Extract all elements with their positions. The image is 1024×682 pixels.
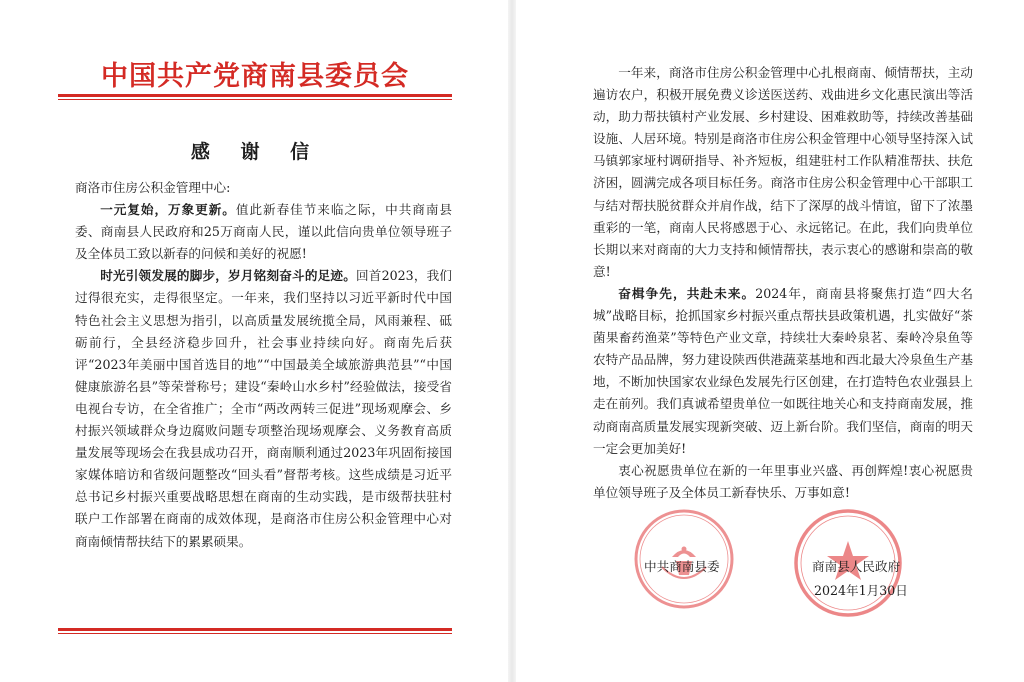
government-signature: 商南县人民政府	[812, 559, 901, 574]
paragraph	[75, 199, 452, 265]
letterhead-title: 中国共产党商南县委员会	[101, 61, 409, 92]
paragraph	[593, 460, 973, 504]
paragraph	[75, 265, 452, 552]
left-body	[75, 177, 452, 553]
paragraph-body: 衷心祝愿贵单位在新的一年里事业兴盛、再创辉煌!衷心祝愿贵单位领导班子及全体员工新春快乐、万事如意!	[593, 462, 973, 500]
footer-rule	[58, 628, 452, 631]
salutation: 商洛市住房公积金管理中心:	[75, 180, 231, 195]
paragraph	[593, 62, 973, 283]
paragraph-body: 一年来，商洛市住房公积金管理中心扎根商南、倾情帮扶，主动遍访农户，积极开展免费义诊送医送药、戏曲进乡文化惠民演出等活动，助力帮扶镇村产业发展、乡村建设、困难救助等，持续改善基础设施、人居环境。特别是商洛市住房公积金管理中心领导坚持深入试马镇郭家垭村调研指导、补齐短板，组建驻村工作队精准帮扶、扶危济困，圆满完成各项目标任务。商洛市住房公积金管理中心干部职工与结对帮扶脱贫群众并肩作战，结下了深厚的战斗情谊，留下了浓墨重彩的一笔，商南人民将感恩于心、永远铭记。在此，我们向贵单位长期以来对商南的大力支持和倾情帮扶，表示衷心的感谢和崇高的敬意!	[593, 65, 973, 279]
paragraph-body: 值此新春佳节来临之际，中共商南县委、商南县人民政府和25万商南人民，谨以此信向贵单位领导班子及全体员工致以新春的问候和美好的祝愿!	[75, 202, 453, 262]
footer-rule-thin	[58, 633, 452, 634]
committee-signature: 中共商南县委	[644, 559, 720, 574]
paragraph	[593, 283, 973, 460]
letterhead-rule-thin	[58, 99, 452, 100]
paragraph-lead: 一元复始，万象更新。	[100, 202, 236, 218]
letterhead-rule	[58, 94, 452, 97]
letter-date: 2024年1月30日	[814, 583, 908, 598]
paragraph-lead: 时光引领发展的脚步，岁月铭刻奋斗的足迹。	[100, 268, 356, 284]
right-body	[593, 62, 973, 504]
paragraph-body: 2024年，商南县将聚焦打造“四大名城”战略目标，抢抓国家乡村振兴重点帮扶县政策机遇，扎实做好“茶菌果畜药渔菜”等特色产业文章，持续壮大秦岭泉茗、秦岭冷泉鱼等农特产品品牌，努力建设陕西供港蔬菜基地和西北最大冷泉鱼生产基地，不断加快国家农业绿色发展先行区创建，在打造特色农业强县上走在前列。我们真诚希望贵单位一如既往地关心和支持商南发展，推动商南高质量发展实现新突破、迈上新台阶。我们坚信，商南的明天一定会更加美好!	[593, 285, 973, 456]
paragraph-lead: 奋楫争先，共赴未来。	[618, 285, 756, 301]
right-page	[512, 0, 1024, 682]
paragraph-body: 一年来，我们坚持以习近平新时代中国特色社会主义思想为指引，以高质量发展统揽全局，风雨兼程、砥砺前行，全县经济稳步回升，社会事业持续向好。商南先后获评“2023年美丽中国首选目的地”“中国最美全域旅游典范县”“中国健康旅游名县”等荣誉称号；建设“秦岭山水乡村”经验做法，接受省电视台专访，在全省推广；全市“两改两转三促进”现场观摩会、乡村振兴领域群众身边腐败问题专项整治现场观摩会、义务教育高质量发展等现场会在我县成功召开，商南顺利通过2023年巩固衔接国家媒体暗访和省级问题整改“回头看”督帮考核。这些成绩是习近平总书记乡村振兴重要战略思想在商南的生动实践，是市级帮扶驻村联户工作部署在商南的成效体现，是商洛市住房公积金管理中心对商南倾情帮扶结下的累累硕果。	[75, 290, 453, 549]
paragraph-body: 回首2023，我们过得很充实，走得很坚定。	[75, 268, 453, 306]
letter-title: 感 谢 信	[190, 141, 322, 163]
